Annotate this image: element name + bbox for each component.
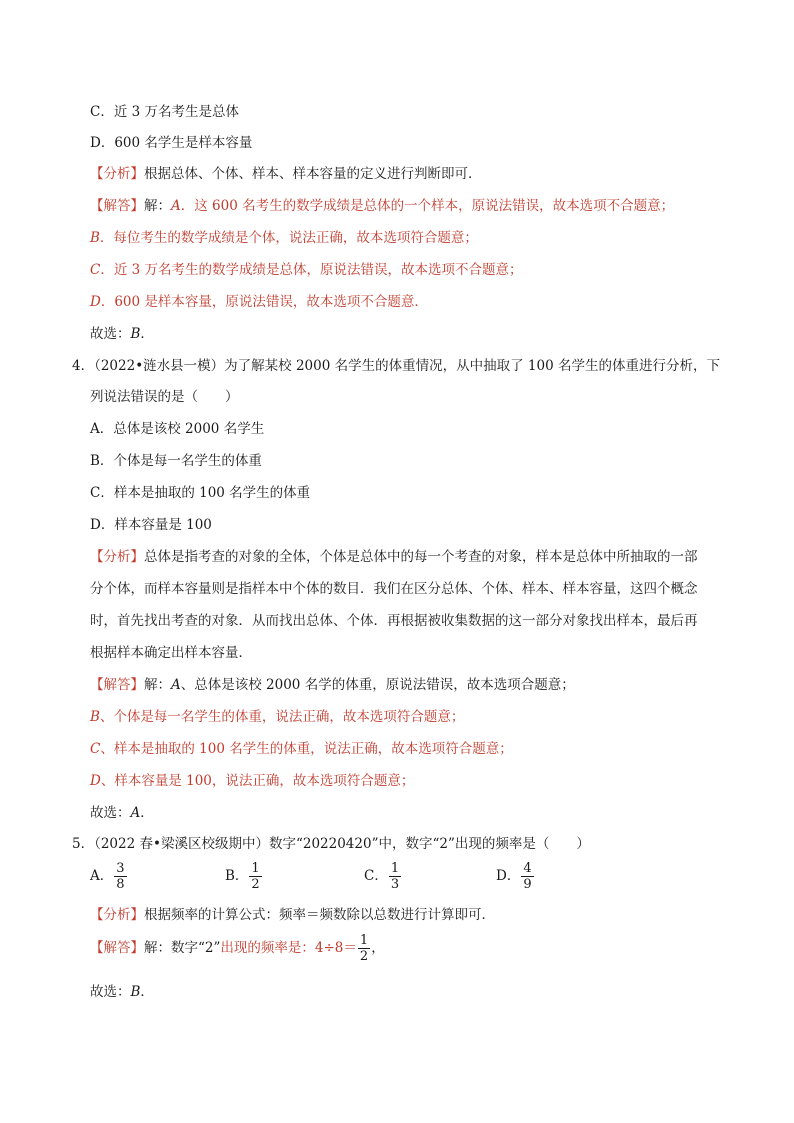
q5-answer: [90, 934, 385, 963]
choose-suffix: ．: [140, 326, 154, 342]
choose-suffix: ．: [140, 984, 154, 1000]
answer-fraction: [358, 934, 370, 963]
q5-option-b: [225, 862, 263, 891]
answer-letter: A: [171, 198, 181, 214]
answer-text: ．近 3 万名考生的数学成绩是总体，原说法错误，故本选项不合题意；: [100, 262, 523, 278]
denominator: 8: [116, 877, 125, 892]
answer-letter: D: [90, 773, 101, 789]
q3-choose: [90, 325, 154, 343]
q4-answer-a: [90, 676, 575, 694]
q3-answer-d: [90, 293, 428, 311]
option-label: D．: [496, 868, 521, 884]
numerator: 1: [251, 861, 260, 876]
fraction: [389, 862, 401, 891]
answer-text: 、样本是抽取的 100 名学生的体重，说法正确，故本选项符合题意；: [100, 741, 513, 757]
answer-letter: C: [90, 741, 101, 757]
q4-analysis-line-4: 根据样本确定出样本容量．: [90, 645, 252, 661]
numerator: 3: [116, 861, 125, 876]
answer-text: 出现的频率是：4÷8＝: [220, 940, 357, 956]
answer-letter: C: [90, 262, 101, 278]
q3-analysis: [90, 165, 482, 183]
option-label: C．: [364, 868, 388, 884]
q4-stem-line-1: 4．（2022•涟水县一模）为了解某校 2000 名学生的体重情况，从中抽取了 100 名学生的体重进行分析，下: [72, 358, 720, 374]
q5-choose: [90, 983, 154, 1001]
q4-option-c: C．样本是抽取的 100 名学生的体重: [90, 485, 311, 501]
answer-letter: B: [90, 709, 100, 725]
choose-prefix: 故选：: [90, 326, 131, 342]
fraction: [521, 862, 533, 891]
q4-answer-b: [90, 708, 464, 726]
fraction: [114, 862, 126, 891]
analysis-tag: 【分析】: [90, 907, 144, 923]
analysis-text: 根据频率的计算公式：频率＝频数除以总数进行计算即可．: [144, 907, 495, 923]
choose-suffix: ．: [140, 805, 154, 821]
answer-text: ．600 是样本容量，原说法错误，故本选项不合题意．: [100, 294, 428, 310]
q5-option-c: [364, 862, 402, 891]
q4-answer-c: [90, 740, 513, 758]
q4-choose: [90, 804, 154, 822]
answer-text: 、样本容量是 100，说法正确，故本选项符合题意；: [100, 773, 415, 789]
answer-letter: B: [90, 230, 100, 246]
answer-text: ．这 600 名考生的数学成绩是总体的一个样本，原说法错误，故本选项不合题意；: [180, 198, 675, 214]
q4-answer-d: [90, 772, 414, 790]
denominator: 3: [390, 877, 400, 892]
answer-text: ．每位考生的数学成绩是个体，说法正确，故本选项符合题意；: [99, 230, 478, 246]
choose-letter: B: [130, 984, 141, 1000]
q5-option-a: [90, 862, 128, 891]
q3-option-c: C．近 3 万名考生是总体: [90, 104, 240, 120]
q3-answer-a: [90, 197, 674, 215]
analysis-text: 根据总体、个体、样本、样本容量的定义进行判断即可．: [144, 166, 482, 182]
q4-analysis-line-1: [90, 548, 698, 566]
analysis-tag: 【分析】: [90, 549, 144, 565]
answer-letter: D: [90, 294, 101, 310]
choose-prefix: 故选：: [90, 805, 131, 821]
answer-head: 解：数字“2”: [144, 940, 221, 956]
answer-tag: 【解答】: [90, 940, 144, 956]
q4-option-a: A．总体是该校 2000 名学生: [90, 421, 265, 437]
q5-stem: 5．（2022 春•梁溪区校级期中）数字“20220420”中，数字“2”出现的频率是（ ）: [72, 836, 590, 852]
answer-head: 解：: [144, 677, 171, 693]
answer-text: 、个体是每一名学生的体重，说法正确，故本选项符合题意；: [99, 709, 465, 725]
option-label: A．: [90, 868, 114, 884]
answer-tag: 【解答】: [90, 677, 144, 693]
q4-stem-line-2: 列说法错误的是（ ）: [90, 389, 239, 405]
q4-option-d: D．样本容量是 100: [90, 517, 212, 533]
q3-answer-c: [90, 261, 523, 279]
q4-analysis-line-3: 时，首先找出考查的对象．从而找出总体、个体．再根据被收集数据的这一部分对象找出样本，最后再: [90, 613, 698, 629]
analysis-text: 总体是指考查的对象的全体，个体是总体中的每一个考查的对象，样本是总体中所抽取的一部: [144, 549, 698, 565]
q5-option-d: [496, 862, 535, 891]
q5-analysis: [90, 906, 495, 924]
answer-letter: A: [171, 677, 181, 693]
q3-answer-b: [90, 229, 478, 247]
denominator: 9: [523, 877, 532, 892]
numerator: 1: [359, 933, 369, 948]
choose-prefix: 故选：: [90, 984, 131, 1000]
option-label: B．: [225, 868, 249, 884]
q3-option-d: D．600 名学生是样本容量: [90, 135, 253, 151]
answer-head: 解：: [144, 198, 171, 214]
denominator: 2: [359, 949, 369, 964]
choose-letter: A: [130, 805, 141, 821]
denominator: 2: [251, 877, 260, 892]
fraction: [249, 862, 261, 891]
numerator: 4: [523, 861, 532, 876]
numerator: 1: [390, 861, 400, 876]
analysis-tag: 【分析】: [90, 166, 144, 182]
answer-end: ，: [371, 940, 385, 956]
answer-tag: 【解答】: [90, 198, 144, 214]
answer-text: 、总体是该校 2000 名学的体重，原说法错误，故本选项合题意；: [180, 677, 575, 693]
q4-option-b: B．个体是每一名学生的体重: [90, 453, 262, 469]
q4-analysis-line-2: 分个体，而样本容量则是指样本中个体的数目．我们在区分总体、个体、样本、样本容量，这四个概念: [90, 581, 698, 597]
choose-letter: B: [130, 326, 141, 342]
